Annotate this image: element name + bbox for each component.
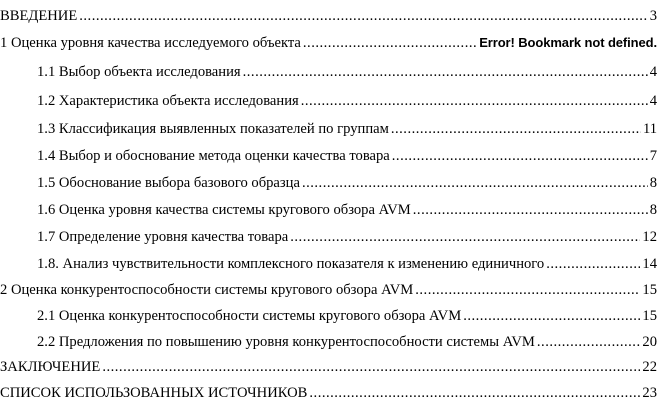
toc-error-message: Error! Bookmark not defined. <box>479 35 657 50</box>
toc-entry-label: 2.1 Оценка конкурентоспособности системы кругового обзора AVM <box>37 308 462 324</box>
toc-page-number: 7 <box>649 148 657 164</box>
toc-page-number: 20 <box>642 334 657 350</box>
toc-page-number: 4 <box>649 64 657 80</box>
toc-page-number: 12 <box>642 229 657 245</box>
toc-entry-section-1-3[interactable] <box>37 119 657 139</box>
toc-entry-label: 1.6 Оценка уровня качества системы кругового обзора AVM <box>37 202 411 218</box>
toc-entry-references[interactable] <box>0 383 657 403</box>
toc-dot-leader <box>243 62 648 82</box>
toc-entry-introduction[interactable] <box>0 6 657 26</box>
toc-entry-chapter-1[interactable] <box>0 33 657 53</box>
toc-dot-leader <box>79 6 647 26</box>
toc-entry-label: 1 Оценка уровня качества исследуемого объекта <box>0 35 301 51</box>
toc-entry-label: 1.5 Обоснование выбора базового образца <box>37 175 300 191</box>
toc-entry-section-1-1[interactable] <box>37 62 657 82</box>
toc-dot-leader <box>463 306 640 326</box>
toc-entry-label: 1.7 Определение уровня качества товара <box>37 229 289 245</box>
toc-dot-leader <box>301 91 648 111</box>
toc-dot-leader <box>290 227 640 247</box>
toc-entry-section-1-6[interactable] <box>37 200 657 220</box>
toc-entry-label: 2.2 Предложения по повышению уровня конкурентоспособности системы AVM <box>37 334 535 350</box>
toc-entry-label: 1.1 Выбор объекта исследования <box>37 64 241 80</box>
toc-dot-leader <box>102 357 640 377</box>
toc-page-number: 8 <box>649 202 657 218</box>
toc-dot-leader <box>392 146 648 166</box>
toc-entry-label: 1.3 Классификация выявленных показателей по группам <box>37 121 389 137</box>
toc-dot-leader <box>303 33 477 53</box>
toc-entry-label: 1.4 Выбор и обоснование метода оценки качества товара <box>37 148 390 164</box>
toc-page-number: 8 <box>649 175 657 191</box>
toc-entry-section-1-5[interactable] <box>37 173 657 193</box>
toc-entry-section-1-7[interactable] <box>37 227 657 247</box>
toc-entry-label: СПИСОК ИСПОЛЬЗОВАННЫХ ИСТОЧНИКОВ <box>0 385 308 401</box>
toc-dot-leader <box>309 383 640 403</box>
toc-page-number: 23 <box>642 385 657 401</box>
toc-page-number: 3 <box>649 8 657 24</box>
toc-page-number: 4 <box>649 93 657 109</box>
toc-dot-leader <box>537 332 641 352</box>
toc-entry-section-1-2[interactable] <box>37 91 657 111</box>
toc-entry-conclusion[interactable] <box>0 357 657 377</box>
toc-entry-chapter-2[interactable] <box>0 280 657 300</box>
toc-entry-label: ВВЕДЕНИЕ <box>0 8 78 24</box>
toc-dot-leader <box>391 119 641 139</box>
toc-dot-leader <box>413 200 648 220</box>
toc-page-number: 14 <box>642 256 657 272</box>
toc-dot-leader <box>546 254 640 274</box>
toc-page-number: 11 <box>642 121 657 137</box>
toc-page-number: 22 <box>642 359 657 375</box>
toc-dot-leader <box>415 280 640 300</box>
toc-entry-section-2-2[interactable] <box>37 332 657 352</box>
toc-page-number: 15 <box>642 308 657 324</box>
toc-dot-leader <box>302 173 648 193</box>
toc-entry-section-1-8[interactable] <box>37 254 657 274</box>
toc-entry-label: 2 Оценка конкурентоспособности системы кругового обзора AVM <box>0 282 414 298</box>
toc-entry-label: 1.8. Анализ чувствительности комплексного показателя к изменению единичного <box>37 256 545 272</box>
toc-entry-label: ЗАКЛЮЧЕНИЕ <box>0 359 101 375</box>
toc-entry-label: 1.2 Характеристика объекта исследования <box>37 93 299 109</box>
toc-entry-section-2-1[interactable] <box>37 306 657 326</box>
toc-entry-section-1-4[interactable] <box>37 146 657 166</box>
toc-page-number: 15 <box>642 282 657 298</box>
